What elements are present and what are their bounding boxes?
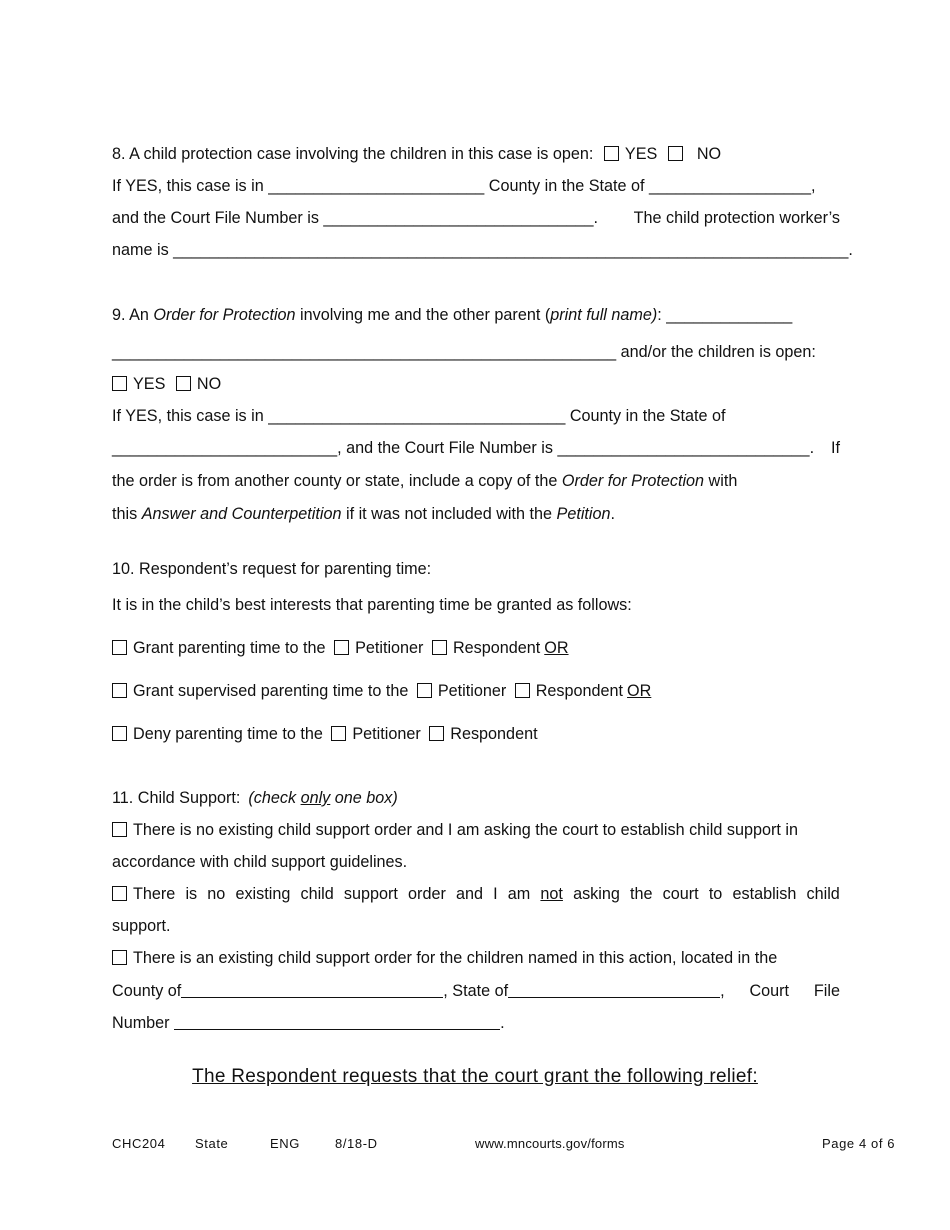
relief-heading <box>0 1066 950 1088</box>
item11-option3-line3 <box>112 1012 840 1034</box>
item9-county-line: If YES, this case is in _________________________________ County in the State of <box>112 407 726 425</box>
item9-copy-pre: the order is from another county or state, include a copy of the <box>112 472 562 490</box>
item11-state-field[interactable] <box>508 983 720 998</box>
item9-answer-petition: Petition <box>556 505 611 523</box>
item9-answer-mid: if it was not included with the <box>341 505 557 523</box>
item11-option2-word: order <box>408 885 446 903</box>
item11-option2-word: establish <box>732 885 797 903</box>
item11-option2-word: asking <box>573 885 620 903</box>
item11-option2-word: I <box>493 885 498 903</box>
item9-copy-order: Order for Protection <box>561 472 705 490</box>
item11-check-only: only <box>300 789 331 807</box>
item10-deny-petitioner-label: Petitioner <box>352 725 421 743</box>
item11-check-post: one box) <box>330 789 398 807</box>
item10-grant-petitioner-checkbox[interactable] <box>334 640 349 655</box>
footer-form-id: CHC204 <box>112 1136 166 1151</box>
item8-file-number-line <box>112 207 840 229</box>
item9-no-checkbox[interactable] <box>176 376 191 391</box>
item10-grant-or: OR <box>544 639 569 657</box>
item11-option2-word: and <box>455 885 483 903</box>
item9-question <box>112 304 840 326</box>
item9-no-label: NO <box>196 375 222 393</box>
footer-revision: 8/18-D <box>335 1136 378 1151</box>
item10-option-grant <box>112 637 840 659</box>
item10-grant-petitioner-label: Petitioner <box>355 639 424 657</box>
item11-option2-line1 <box>112 883 840 905</box>
item11-option2-word: to <box>708 885 723 903</box>
item9-yes-no <box>112 373 840 395</box>
item9-copy-line <box>112 470 840 492</box>
item10-intro: It is in the child’s best interests that parenting time be granted as follows: <box>112 596 632 614</box>
item8-county-line: If YES, this case is in ________________________ County in the State of __________________, <box>112 177 816 195</box>
item8-yes-checkbox[interactable] <box>604 146 619 161</box>
item10-grant-respondent-checkbox[interactable] <box>432 640 447 655</box>
item9-print-name: print full name) <box>550 306 658 324</box>
item10-supervised-checkbox[interactable] <box>112 683 127 698</box>
item10-deny-label: Deny parenting time to the <box>133 725 323 743</box>
item11-number-label: Number <box>112 1014 170 1032</box>
footer-page-number: Page 4 of 6 <box>822 1136 896 1151</box>
item11-option3-checkbox[interactable] <box>112 950 127 965</box>
item9-yes-checkbox[interactable] <box>112 376 127 391</box>
item10-deny-respondent-label: Respondent <box>450 725 538 743</box>
item10-deny-respondent-checkbox[interactable] <box>429 726 444 741</box>
item10-supervised-petitioner-label: Petitioner <box>437 682 507 700</box>
item11-option2-word-1 <box>112 883 175 905</box>
item10-grant-checkbox[interactable] <box>112 640 127 655</box>
item9-mid-text: involving me and the other parent ( <box>295 306 551 324</box>
item10-title: 10. Respondent’s request for parenting time: <box>112 560 432 578</box>
item10-supervised-petitioner-checkbox[interactable] <box>417 683 432 698</box>
item9-answer-pre: this <box>112 505 142 523</box>
item10-grant-respondent-label: Respondent <box>452 639 541 657</box>
item9-tail: : ______________ <box>657 306 793 324</box>
item11-option2-line2: support. <box>112 917 171 935</box>
item9-answer-end: . <box>610 505 616 523</box>
item11-period: . <box>500 1014 505 1032</box>
item10-deny-checkbox[interactable] <box>112 726 127 741</box>
item11-file-label: File <box>813 982 840 1000</box>
item11-option2-word: court <box>662 885 699 903</box>
item8-worker-name-line: name is ___________________________________________________________________________. <box>112 241 853 259</box>
item8-worker-text: The child protection worker’s <box>633 209 840 227</box>
item9-file-number-text: _________________________, and the Court File Number is ____________________________. <box>112 439 815 457</box>
item11-option2-word: child <box>806 885 840 903</box>
item10-supervised-respondent-label: Respondent <box>535 682 624 700</box>
item11-county-field[interactable] <box>181 983 443 998</box>
item9-order-title: Order for Protection <box>153 306 296 324</box>
item8-text: 8. A child protection case involving the children in this case is open: <box>112 145 594 163</box>
item8-no-label: NO <box>696 145 722 163</box>
item11-option3-line1 <box>112 947 840 969</box>
item11-county-label: County of <box>112 982 182 1000</box>
item8-no-checkbox[interactable] <box>668 146 683 161</box>
item9-line2: ________________________________________________________ and/or the children is open: <box>112 343 816 361</box>
item11-county-group: County of , State of , <box>112 982 725 1000</box>
item10-supervised-label: Grant supervised parenting time to the <box>133 682 409 700</box>
item11-option2-checkbox[interactable] <box>112 886 127 901</box>
item11-option2-not: not <box>540 885 563 903</box>
item10-supervised-or: OR <box>627 682 652 700</box>
item9-answer-doc: Answer and Counterpetition <box>141 505 342 523</box>
item11-option2-word: support <box>343 885 398 903</box>
item11-option1-checkbox[interactable] <box>112 822 127 837</box>
item10-supervised-respondent-checkbox[interactable] <box>515 683 530 698</box>
item11-check-pre: (check <box>248 789 301 807</box>
footer-url[interactable]: www.mncourts.gov/forms <box>475 1136 625 1151</box>
item9-if-text: If <box>831 439 840 457</box>
item11-option1-line1 <box>112 819 840 841</box>
item10-deny-petitioner-checkbox[interactable] <box>331 726 346 741</box>
item11-option2-word: is <box>185 885 198 903</box>
item11-state-label: , State of <box>443 982 509 1000</box>
item11-option2-word: child <box>300 885 334 903</box>
item11-court-label: Court <box>749 982 790 1000</box>
item11-option3-text: There is an existing child support order for the children named in this action, located in the <box>133 949 778 967</box>
item11-title-line <box>112 787 840 809</box>
item9-prefix: 9. An <box>112 306 154 324</box>
item11-court-file-number-field[interactable] <box>174 1015 500 1030</box>
item11-option2-word: am <box>507 885 531 903</box>
relief-heading-text: The Respondent requests that the court grant the following relief: <box>192 1066 758 1087</box>
item8-question <box>112 143 840 165</box>
item11-option1-line2: accordance with child support guidelines. <box>112 853 408 871</box>
item11-option2-word: existing <box>235 885 291 903</box>
item11-option2-word-there: There <box>133 885 176 903</box>
item9-file-number-line <box>112 437 840 459</box>
item10-option-deny <box>112 723 840 745</box>
footer-language: ENG <box>270 1136 300 1151</box>
item11-title: 11. Child Support: <box>112 789 241 807</box>
item9-yes-label: YES <box>133 375 166 393</box>
item10-option-supervised <box>112 680 840 702</box>
item11-option2-word: the <box>630 885 653 903</box>
item8-file-number-text: and the Court File Number is ______________________________. <box>112 209 599 227</box>
item11-option3-line2 <box>112 980 840 1002</box>
item11-option1-text: There is no existing child support order and I am asking the court to establish child support in <box>133 821 798 839</box>
item10-grant-label: Grant parenting time to the <box>133 639 326 657</box>
footer-state: State <box>195 1136 229 1151</box>
item9-answer-line <box>112 503 840 525</box>
item11-option2-word: no <box>207 885 226 903</box>
item8-yes-label: YES <box>624 145 658 163</box>
item9-copy-post: with <box>704 472 738 490</box>
